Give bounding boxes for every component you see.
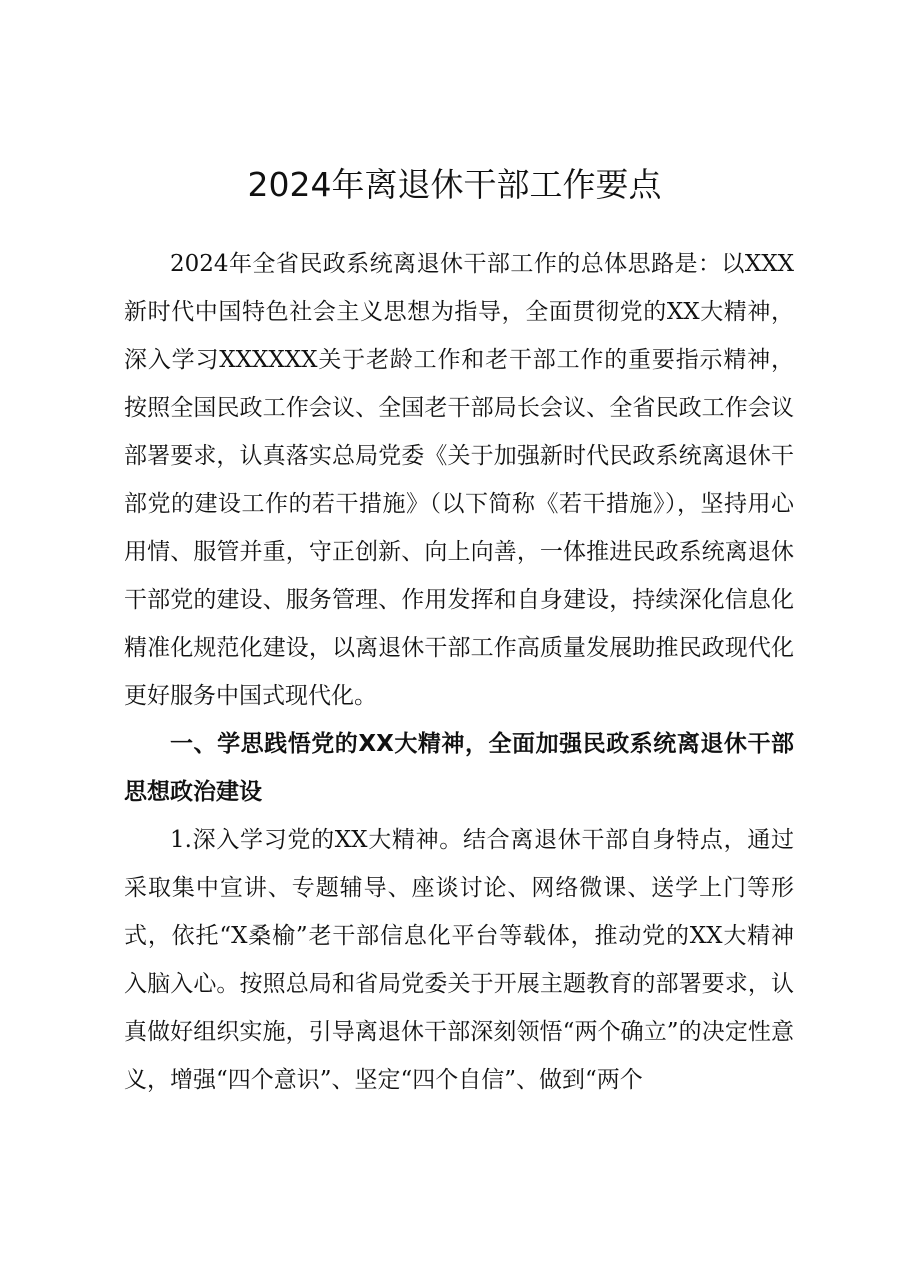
document-title: 2024年离退休干部工作要点 <box>247 165 662 204</box>
paragraph-item-1: 1.深入学习党的XX大精神。结合离退休干部自身特点，通过采取集中宣讲、专题辅导、座谈讨论、网络微课、送学上门等形式，依托“X桑榆”老干部信息化平台等载体，推动党的XX大精神入脑入心。按照总局和省局党委关于开展主题教育的部署要求，认真做好组织实施，引导离退休干部深刻领悟“两个确立”的决定性意义，增强“四个意识”、坚定“四个自信”、做到“两个 <box>124 827 794 1093</box>
document-body <box>124 240 794 1104</box>
paragraph-overview: 2024年全省民政系统离退休干部工作的总体思路是：以XXX新时代中国特色社会主义思想为指导，全面贯彻党的XX大精神，深入学习XXXXXX关于老龄工作和老干部工作的重要指示精神，按照全国民政工作会议、全国老干部局长会议、全省民政工作会议部署要求，认真落实总局党委《关于加强新时代民政系统离退休干部党的建设工作的若干措施》（以下简称《若干措施》），坚持用心用情、服管并重，守正创新、向上向善，一体推进民政系统离退休干部党的建设、服务管理、作用发挥和自身建设，持续深化信息化精准化规范化建设，以离退休干部工作高质量发展助推民政现代化更好服务中国式现代化。 <box>124 251 794 709</box>
section-heading-1: 一、学思践悟党的XX大精神，全面加强民政系统离退休干部思想政治建设 <box>124 731 794 805</box>
